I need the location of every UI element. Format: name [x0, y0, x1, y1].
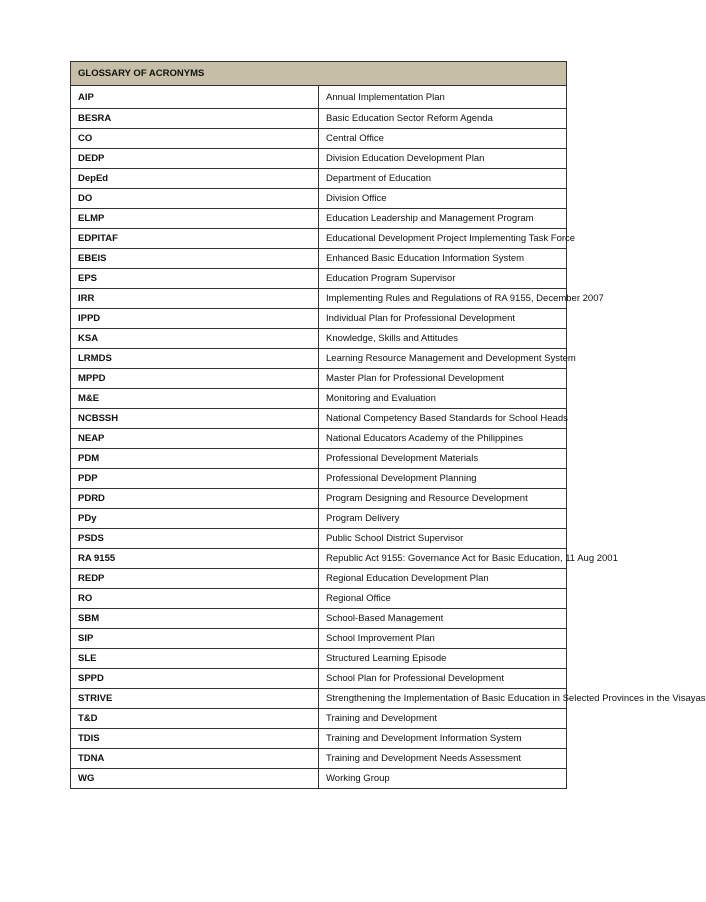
table-row — [71, 669, 567, 689]
meaning-cell: Implementing Rules and Regulations of RA 9155, December 2007 — [319, 289, 567, 309]
acronym-cell: REDP — [71, 569, 319, 589]
table-row — [71, 169, 567, 189]
table-row — [71, 269, 567, 289]
meaning-cell: School-Based Management — [319, 609, 567, 629]
acronym-cell: BESRA — [71, 109, 319, 129]
meaning-cell: Professional Development Materials — [319, 449, 567, 469]
acronym-cell: EPS — [71, 269, 319, 289]
acronym-cell: EDPITAF — [71, 229, 319, 249]
table-row — [71, 749, 567, 769]
acronym-cell: PDP — [71, 469, 319, 489]
acronym-cell: PSDS — [71, 529, 319, 549]
meaning-cell: Education Program Supervisor — [319, 269, 567, 289]
meaning-cell: Training and Development Information System — [319, 729, 567, 749]
acronym-cell: PDRD — [71, 489, 319, 509]
acronym-cell: TDNA — [71, 749, 319, 769]
table-row — [71, 249, 567, 269]
table-row — [71, 86, 567, 109]
acronym-cell: IPPD — [71, 309, 319, 329]
table-row — [71, 569, 567, 589]
meaning-cell: Division Office — [319, 189, 567, 209]
glossary-page — [70, 61, 706, 789]
table-row — [71, 369, 567, 389]
meaning-cell: Learning Resource Management and Development System — [319, 349, 567, 369]
meaning-cell: Department of Education — [319, 169, 567, 189]
acronym-cell: MPPD — [71, 369, 319, 389]
table-row — [71, 549, 567, 569]
table-row — [71, 309, 567, 329]
acronym-cell: LRMDS — [71, 349, 319, 369]
acronym-cell: RO — [71, 589, 319, 609]
table-row — [71, 729, 567, 749]
acronym-cell: M&E — [71, 389, 319, 409]
acronym-cell: PDM — [71, 449, 319, 469]
meaning-cell: School Plan for Professional Development — [319, 669, 567, 689]
meaning-cell: Professional Development Planning — [319, 469, 567, 489]
meaning-cell: Enhanced Basic Education Information System — [319, 249, 567, 269]
acronym-cell: ELMP — [71, 209, 319, 229]
acronym-cell: WG — [71, 769, 319, 789]
acronym-cell: EBEIS — [71, 249, 319, 269]
acronym-cell: DO — [71, 189, 319, 209]
meaning-cell: Regional Education Development Plan — [319, 569, 567, 589]
acronym-cell: TDIS — [71, 729, 319, 749]
acronym-cell: SPPD — [71, 669, 319, 689]
meaning-cell: Program Delivery — [319, 509, 567, 529]
meaning-cell: Public School District Supervisor — [319, 529, 567, 549]
table-row — [71, 189, 567, 209]
meaning-cell: Educational Development Project Implementing Task Force — [319, 229, 567, 249]
meaning-cell: Training and Development Needs Assessment — [319, 749, 567, 769]
acronym-cell: SBM — [71, 609, 319, 629]
acronym-cell: DEDP — [71, 149, 319, 169]
table-row — [71, 429, 567, 449]
meaning-cell: National Educators Academy of the Philippines — [319, 429, 567, 449]
acronym-cell: SIP — [71, 629, 319, 649]
meaning-cell: Program Designing and Resource Development — [319, 489, 567, 509]
table-row — [71, 649, 567, 669]
acronym-cell: NCBSSH — [71, 409, 319, 429]
meaning-cell: Education Leadership and Management Program — [319, 209, 567, 229]
acronym-cell: IRR — [71, 289, 319, 309]
table-row — [71, 389, 567, 409]
table-row — [71, 349, 567, 369]
table-row — [71, 509, 567, 529]
meaning-cell: Training and Development — [319, 709, 567, 729]
table-row — [71, 769, 567, 789]
acronym-cell: KSA — [71, 329, 319, 349]
meaning-cell: National Competency Based Standards for School Heads — [319, 409, 567, 429]
meaning-cell: School Improvement Plan — [319, 629, 567, 649]
table-row — [71, 689, 567, 709]
meaning-cell: Knowledge, Skills and Attitudes — [319, 329, 567, 349]
table-row — [71, 609, 567, 629]
meaning-cell: Annual Implementation Plan — [319, 86, 567, 109]
acronym-cell: NEAP — [71, 429, 319, 449]
meaning-cell: Central Office — [319, 129, 567, 149]
table-row — [71, 109, 567, 129]
meaning-cell: Individual Plan for Professional Development — [319, 309, 567, 329]
acronym-cell: T&D — [71, 709, 319, 729]
meaning-cell: Working Group — [319, 769, 567, 789]
table-row — [71, 329, 567, 349]
meaning-cell: Strengthening the Implementation of Basic Education in Selected Provinces in the Visayas — [319, 689, 567, 709]
table-row — [71, 149, 567, 169]
glossary-title: GLOSSARY OF ACRONYMS — [71, 62, 567, 86]
table-row — [71, 589, 567, 609]
meaning-cell: Monitoring and Evaluation — [319, 389, 567, 409]
acronym-cell: PDy — [71, 509, 319, 529]
table-row — [71, 289, 567, 309]
table-row — [71, 129, 567, 149]
table-row — [71, 629, 567, 649]
acronym-cell: CO — [71, 129, 319, 149]
acronym-cell: RA 9155 — [71, 549, 319, 569]
acronym-cell: SLE — [71, 649, 319, 669]
table-row — [71, 229, 567, 249]
table-row — [71, 489, 567, 509]
acronym-cell: AIP — [71, 86, 319, 109]
table-row — [71, 469, 567, 489]
table-row — [71, 709, 567, 729]
table-row — [71, 529, 567, 549]
acronym-cell: DepEd — [71, 169, 319, 189]
acronym-cell: STRIVE — [71, 689, 319, 709]
meaning-cell: Structured Learning Episode — [319, 649, 567, 669]
meaning-cell: Master Plan for Professional Development — [319, 369, 567, 389]
meaning-cell: Basic Education Sector Reform Agenda — [319, 109, 567, 129]
meaning-cell: Regional Office — [319, 589, 567, 609]
table-row — [71, 449, 567, 469]
glossary-header-row — [71, 62, 567, 86]
glossary-table — [70, 61, 706, 789]
table-row — [71, 209, 567, 229]
table-row — [71, 409, 567, 429]
meaning-cell: Division Education Development Plan — [319, 149, 567, 169]
meaning-cell: Republic Act 9155: Governance Act for Basic Education, 11 Aug 2001 — [319, 549, 567, 569]
